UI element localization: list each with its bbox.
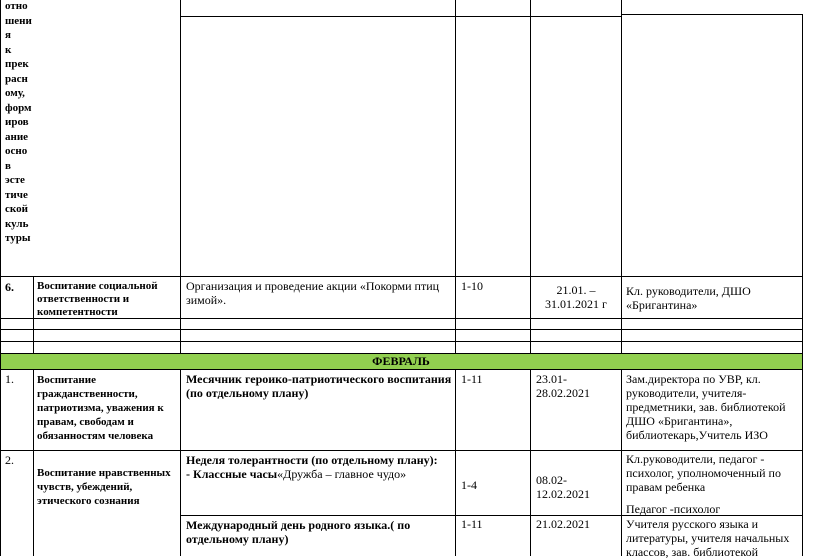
table-border xyxy=(0,329,802,330)
event-cell: Месячник героико-патриотического воспитания (по отдельному плану) xyxy=(186,372,452,400)
table-border xyxy=(0,450,802,451)
table-border xyxy=(0,0,1,353)
table-border xyxy=(530,369,531,556)
table-border xyxy=(0,353,1,556)
row-number: 6. xyxy=(5,280,14,294)
table-border xyxy=(33,369,34,556)
table-border xyxy=(802,353,803,556)
event-cell xyxy=(186,453,452,481)
table-border xyxy=(0,341,802,342)
responsible-cell: Кл.руководители, педагог - психолог, уполномоченный по правам ребенка xyxy=(626,452,781,494)
table-border xyxy=(455,369,456,556)
grades-cell: 1-11 xyxy=(461,372,483,386)
direction-cell: Воспитание социальной ответственности и компетентности xyxy=(37,280,158,318)
dates-cell: 21.01. – 31.01.2021 г xyxy=(545,283,607,311)
responsible-extra: Педагог -психолог xyxy=(626,502,721,516)
month-header: ФЕВРАЛЬ xyxy=(372,354,430,368)
table-border xyxy=(180,369,181,556)
responsible-cell: Кл. руководители, ДШО «Бригантина» xyxy=(626,284,751,312)
grades-cell: 1-11 xyxy=(461,517,483,531)
grades-cell: 1-4 xyxy=(461,478,477,492)
direction-fragment: отно шени я к прек расн ому, форм иров ание осно в эсте тиче ской куль туры xyxy=(5,0,32,244)
direction-cell: Воспитание гражданственности, патриотизма, уважения к правам, свободам и обязанностям человека xyxy=(37,374,164,442)
row-number: 1. xyxy=(5,372,14,386)
responsible-cell: Зам.директора по УВР, кл. руководители, учителя-предметники, зав. библиотекой ДШО «Бригантина», библиотекарь,Учитель ИЗО xyxy=(626,372,786,442)
event-cell: Международный день родного языка.( по отдельному плану) xyxy=(186,518,411,546)
table-border xyxy=(621,0,622,353)
dates-cell: 08.02- 12.02.2021 xyxy=(536,473,590,501)
table-border xyxy=(0,276,802,277)
table-border xyxy=(455,0,456,353)
table-border xyxy=(0,369,802,370)
row-number: 2. xyxy=(5,453,14,467)
table-border xyxy=(621,14,802,15)
table-border xyxy=(180,0,181,353)
table-border xyxy=(33,276,34,353)
event-title: Неделя толерантности (по отдельному плану): - Классные часы xyxy=(186,453,438,481)
event-subtitle: «Дружба – главное чудо» xyxy=(277,467,407,481)
direction-cell: Воспитание нравственных чувств, убеждений, этического сознания xyxy=(37,467,171,507)
dates-cell: 23.01- 28.02.2021 xyxy=(536,372,590,400)
dates-cell: 21.02.2021 xyxy=(536,517,590,531)
table-border xyxy=(802,14,803,353)
table-border xyxy=(621,369,622,556)
table-border xyxy=(180,16,621,17)
grades-cell: 1-10 xyxy=(461,279,483,293)
responsible-cell: Учителя русского языка и литературы, учителя начальных классов, зав. библиотекой xyxy=(626,517,790,559)
event-cell: Организация и проведение акции «Покорми птиц зимой». xyxy=(186,279,440,307)
table-border xyxy=(530,0,531,353)
